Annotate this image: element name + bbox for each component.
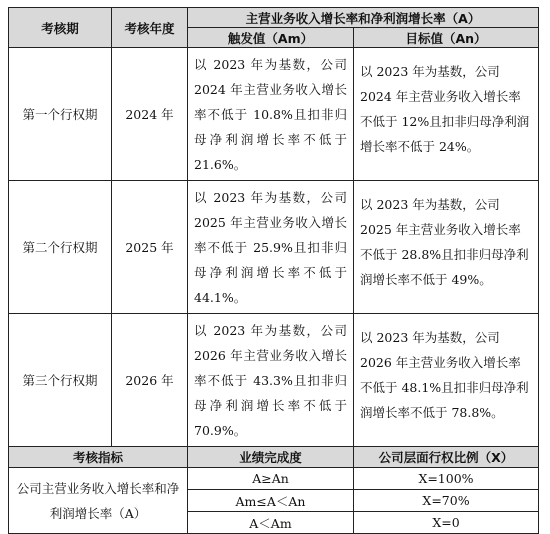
cell-condition: A≥An bbox=[188, 468, 354, 490]
cell-period: 第一个行权期 bbox=[9, 48, 112, 181]
document bbox=[8, 7, 539, 534]
cell-year: 2026 年 bbox=[112, 314, 188, 447]
cell-year: 2024 年 bbox=[112, 48, 188, 181]
cell-trigger: 以 2023 年为基数，公司 2025 年主营业务收入增长率不低于 25.9%且扣非归母净利润增长率不低于 44.1%。 bbox=[188, 181, 354, 314]
cell-condition: Am≤A＜An bbox=[188, 490, 354, 512]
cell-period: 第二个行权期 bbox=[9, 181, 112, 314]
cell-period: 第三个行权期 bbox=[9, 314, 112, 447]
cell-trigger: 以 2023 年为基数，公司 2024 年主营业务收入增长率不低于 10.8%且扣非归母净利润增长率不低于 21.6%。 bbox=[188, 48, 354, 181]
performance-assessment-table bbox=[8, 7, 539, 534]
table-row bbox=[9, 48, 539, 181]
cell-ratio: X=100% bbox=[354, 468, 539, 490]
cell-target: 以 2023 年为基数，公司 2026 年主营业务收入增长率不低于 48.1%且扣非归母净利润增长率不低于 78.8%。 bbox=[354, 314, 539, 447]
cell-indicator-label: 公司主营业务收入增长率和净利润增长率（A） bbox=[9, 468, 188, 534]
table-row bbox=[9, 468, 539, 490]
header-ratio: 公司层面行权比例（X） bbox=[354, 447, 539, 468]
header-period: 考核期 bbox=[9, 8, 112, 48]
cell-target: 以 2023 年为基数，公司 2025 年主营业务收入增长率不低于 28.8%且扣非归母净利润增长率不低于 49%。 bbox=[354, 181, 539, 314]
cell-year: 2025 年 bbox=[112, 181, 188, 314]
table-row bbox=[9, 181, 539, 314]
cell-ratio: X=70% bbox=[354, 490, 539, 512]
cell-ratio: X=0 bbox=[354, 512, 539, 534]
cell-target: 以 2023 年为基数，公司 2024 年主营业务收入增长率不低于 12%且扣非归母净利润增长率不低于 24%。 bbox=[354, 48, 539, 181]
header-year: 考核年度 bbox=[112, 8, 188, 48]
header-target: 目标值（An） bbox=[354, 28, 539, 48]
cell-trigger: 以 2023 年为基数，公司 2026 年主营业务收入增长率不低于 43.3%且扣非归母净利润增长率不低于 70.9%。 bbox=[188, 314, 354, 447]
header-indicator: 考核指标 bbox=[9, 447, 188, 468]
header-indicator-group: 主营业务收入增长率和净利润增长率（A） bbox=[188, 8, 539, 28]
table-row bbox=[9, 314, 539, 447]
header-trigger: 触发值（Am） bbox=[188, 28, 354, 48]
cell-condition: A＜Am bbox=[188, 512, 354, 534]
header-completion: 业绩完成度 bbox=[188, 447, 354, 468]
